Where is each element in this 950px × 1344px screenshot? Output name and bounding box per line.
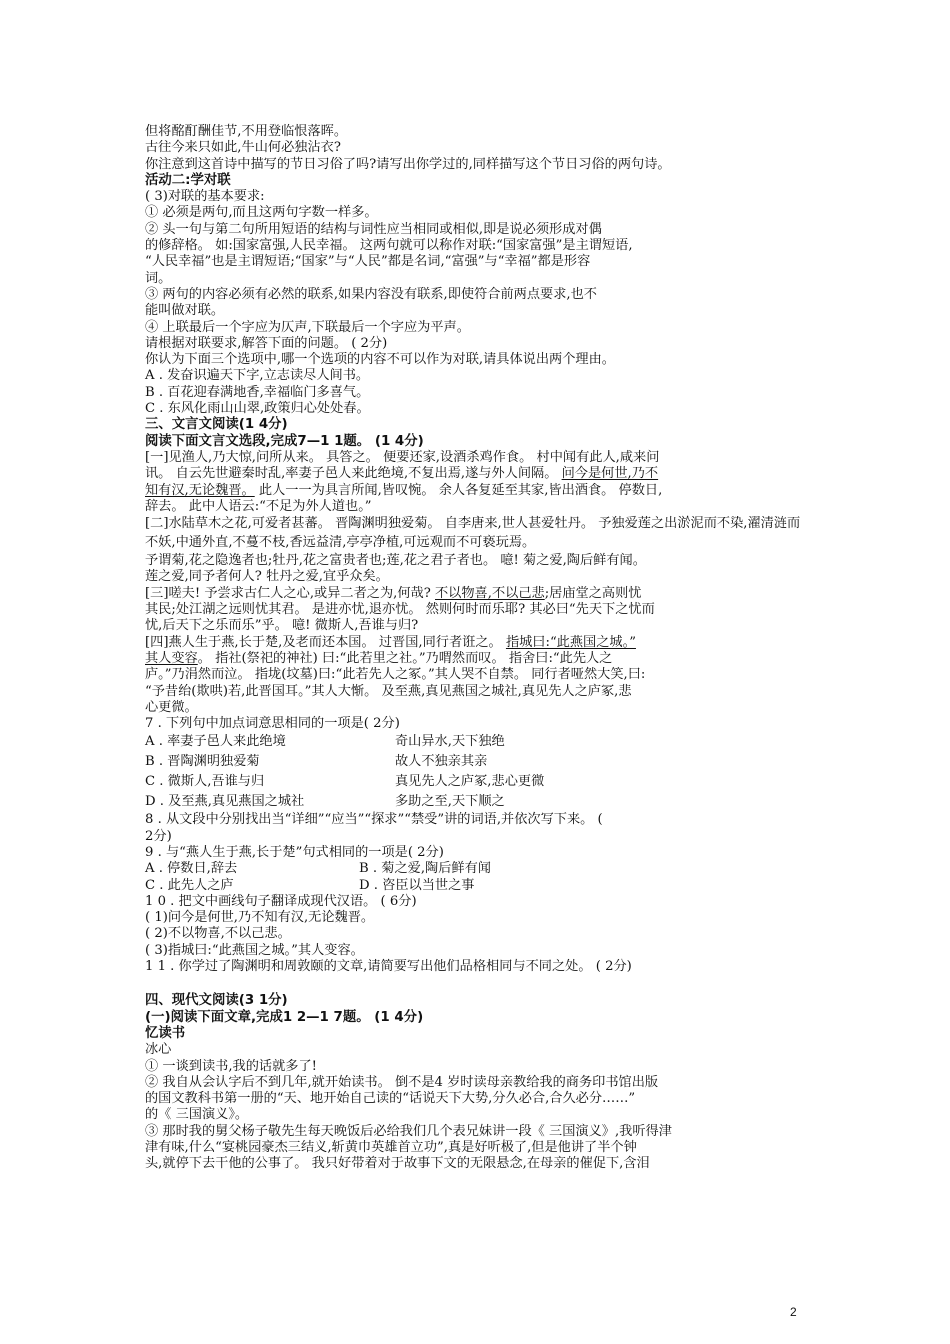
question-7: 7 . 下列句中加点词意思相同的一项是( 2分): [145, 716, 400, 732]
requirement-2: 词。: [145, 270, 172, 286]
requirement-4: ④ 上联最后一个字应为仄声,下联最后一个字应为平声。: [145, 319, 470, 335]
q9-options-ab: A . 停数日,辞去 B . 菊之爱,陶后鲜有闻: [145, 861, 491, 877]
question-10: 1 0 . 把文中画线句子翻译成现代汉语。 ( 6分): [145, 893, 417, 909]
passage-3: 其民;处江湖之远则忧其君。 是进亦忧,退亦忧。 然则何时而乐耶? 其必曰“先天下之忧而: [145, 602, 655, 618]
question-prompt: 你认为下面三个选项中,哪一个选项的内容不可以作为对联,请具体说出两个理由。: [145, 352, 615, 368]
question-8: 8 . 从文段中分别找出当“详细”“应当”“探求”“禁受”讲的词语,并依次写下来。 (: [145, 812, 603, 828]
poem-question: 你注意到这首诗中描写的节日习俗了吗?请写出你学过的,同样描写这个节日习俗的两句诗。: [145, 156, 671, 172]
requirement-1: ① 必须是两句,而且这两句字数一样多。: [145, 205, 378, 221]
article-paragraph: 的《 三国演义》。: [145, 1107, 249, 1123]
q7-option-c: C . 微斯人,吾谁与归 真见先人之庐冢,悲心更微: [145, 774, 545, 790]
underlined-sentence: 指城曰:“此燕国之城。”: [505, 634, 636, 650]
document-page: [145, 124, 813, 1173]
passage-1: 辞去。 此中人语云:“不足为外人道也。”: [145, 498, 372, 514]
question-prompt: 请根据对联要求,解答下面的问题。 ( 2分): [145, 335, 388, 351]
requirement-2: ② 头一句与第二句所用短语的结构与词性应当相同或相似,即是说必须形成对偶: [145, 221, 602, 237]
passage-4: [145, 651, 813, 667]
requirement-2: 的修辞格。 如:国家富强,人民幸福。 这两句就可以称作对联:“国家富强”是主谓短语,: [145, 238, 633, 254]
article-paragraph: 头,就停下去干他的公事了。 我只好带着对于故事下文的无限悬念,在母亲的催促下,含泪: [145, 1156, 650, 1172]
requirement-2: “人民幸福”也是主谓短语;“国家”与“人民”都是名词,“富强”与“幸福”都是形容: [145, 254, 591, 270]
article-paragraph: ① 一谈到读书,我的话就多了!: [145, 1058, 317, 1074]
q7-option-d: D . 及至燕,真见燕国之城社 多助之至,天下顺之: [145, 794, 505, 810]
passage-text: [四]燕人生于燕,长于楚,及老而还本国。 过晋国,同行者诳之。: [145, 634, 506, 650]
option-a: A . 发奋识遍天下字,立志读尽人间书。: [145, 368, 370, 384]
question-9: 9 . 与“燕人生于燕,长于楚”句式相同的一项是( 2分): [145, 844, 444, 860]
passage-text: 。 指社(祭祀的神社) 曰:“此若里之社。”乃喟然而叹。 指舍曰:“此先人之: [197, 650, 613, 666]
requirement-3: 能叫做对联。: [145, 303, 225, 319]
passage-text: 此人一一为具言所闻,皆叹惋。 余人各复延至其家,皆出酒食。 停数日,: [254, 482, 663, 498]
article-paragraph: 津有味,什么“宴桃园豪杰三结义,斩黄巾英雄首立功”,真是好听极了,但是他讲了半个钟: [145, 1140, 637, 1156]
option-b: B . 百花迎春满地香,幸福临门多喜气。: [145, 384, 370, 400]
passage-2: 予谓菊,花之隐逸者也;牡丹,花之富贵者也;莲,花之君子者也。 噫! 菊之爱,陶后鲜有闻。: [145, 553, 646, 569]
section-title: 四、现代文阅读(3 1分): [145, 993, 288, 1009]
requirements-heading: ( 3)对联的基本要求:: [145, 189, 265, 205]
passage-4: [145, 635, 813, 651]
section-instruction: 阅读下面文言文选段,完成7—1 1题。 (1 4分): [145, 433, 424, 449]
question-10-item: ( 1)问今是何世,乃不知有汉,无论魏晋。: [145, 910, 375, 926]
section-title: 三、文言文阅读(1 4分): [145, 417, 288, 433]
requirement-3: ③ 两句的内容必须有必然的联系,如果内容没有联系,即使符合前两点要求,也不: [145, 286, 597, 302]
option-c: C . 东风化雨山山翠,政策归心处处春。: [145, 401, 370, 417]
passage-1: [一]见渔人,乃大惊,问所从来。 具答之。 便要还家,设酒杀鸡作食。 村中闻有此人,咸来问: [145, 449, 660, 465]
passage-4: 心更微。: [145, 699, 198, 715]
article-author: 冰心: [145, 1042, 172, 1058]
underlined-sentence: 问今是何世,乃不: [561, 466, 659, 482]
poem-line: 古往今来只如此,牛山何必独沾衣?: [145, 140, 341, 156]
question-10-item: ( 3)指城曰:“此燕国之城。”其人变容。: [145, 942, 364, 958]
passage-4: “予昔绐(欺哄)若,此晋国耳。”其人大惭。 及至燕,真见燕国之城社,真见先人之庐冢,悲: [145, 683, 632, 699]
section-instruction: (一)阅读下面文章,完成1 2—1 7题。 (1 4分): [145, 1009, 424, 1025]
q7-option-a: A . 率妻子邑人来此绝境 奇山异水,天下独绝: [145, 734, 505, 750]
activity-title: 活动二:学对联: [145, 172, 231, 188]
article-paragraph: ② 我自从会认字后不到几年,就开始读书。 倒不是4 岁时读母亲教给我的商务印书馆出版: [145, 1074, 659, 1090]
q9-options-cd: C . 此先人之庐 D . 咨臣以当世之事: [145, 877, 475, 893]
underlined-sentence: 不以物喜,不以己悲: [435, 585, 545, 601]
passage-2: 莲之爱,同予者何人? 牡丹之爱,宜乎众矣。: [145, 569, 389, 585]
question-10-item: ( 2)不以物喜,不以己悲。: [145, 926, 291, 942]
article-paragraph: 的国文教科书第一册的“天、地开始自己读的“话说天下大势,分久必合,合久必分……”: [145, 1091, 636, 1107]
underlined-sentence: 知有汉,无论魏晋。: [145, 482, 255, 498]
article-title: 忆读书: [145, 1025, 186, 1041]
passage-3: [145, 586, 813, 602]
passage-1: [145, 466, 813, 482]
poem-line: 但将酩酊酬佳节,不用登临恨落晖。: [145, 124, 348, 139]
q7-option-b: B . 晋陶渊明独爱菊 故人不独亲其亲: [145, 754, 488, 770]
passage-text: ;居庙堂之高则忧: [544, 585, 642, 601]
question-11: 1 1 . 你学过了陶渊明和周敦颐的文章,请简要写出他们品格相同与不同之处。 ( 2分): [145, 959, 632, 975]
underlined-sentence: 其人变容: [145, 650, 198, 666]
passage-text: [三]嗟夫! 予尝求古仁人之心,或异二者之为,何哉?: [145, 585, 435, 601]
passage-2: [二]水陆草木之花,可爱者甚蕃。 晋陶渊明独爱菊。 自李唐来,世人甚爱牡丹。 予独爱莲之出淤泥而不染,濯清涟而不妖,中通外直,不蔓不枝,香远益清,亭亭净植,可远观而不可亵玩焉。: [145, 516, 801, 551]
passage-4: 庐。”乃涓然而泣。 指垅(坟墓)曰:“此若先人之冢。”其人哭不自禁。 同行者哑然大笑,曰:: [145, 667, 646, 683]
article-paragraph: ③ 那时我的舅父杨子敬先生每天晚饭后必给我们几个表兄妹讲一段《 三国演义》,我听得津: [145, 1123, 672, 1139]
page-number: 2: [790, 1305, 797, 1319]
question-8: 2分): [145, 828, 172, 844]
passage-1: [145, 483, 813, 499]
passage-text: 讯。 自云先世避秦时乱,率妻子邑人来此绝境,不复出焉,遂与外人间隔。: [145, 466, 562, 482]
passage-3: 忧,后天下之乐而乐”乎。 噫! 微斯人,吾谁与归?: [145, 618, 419, 634]
